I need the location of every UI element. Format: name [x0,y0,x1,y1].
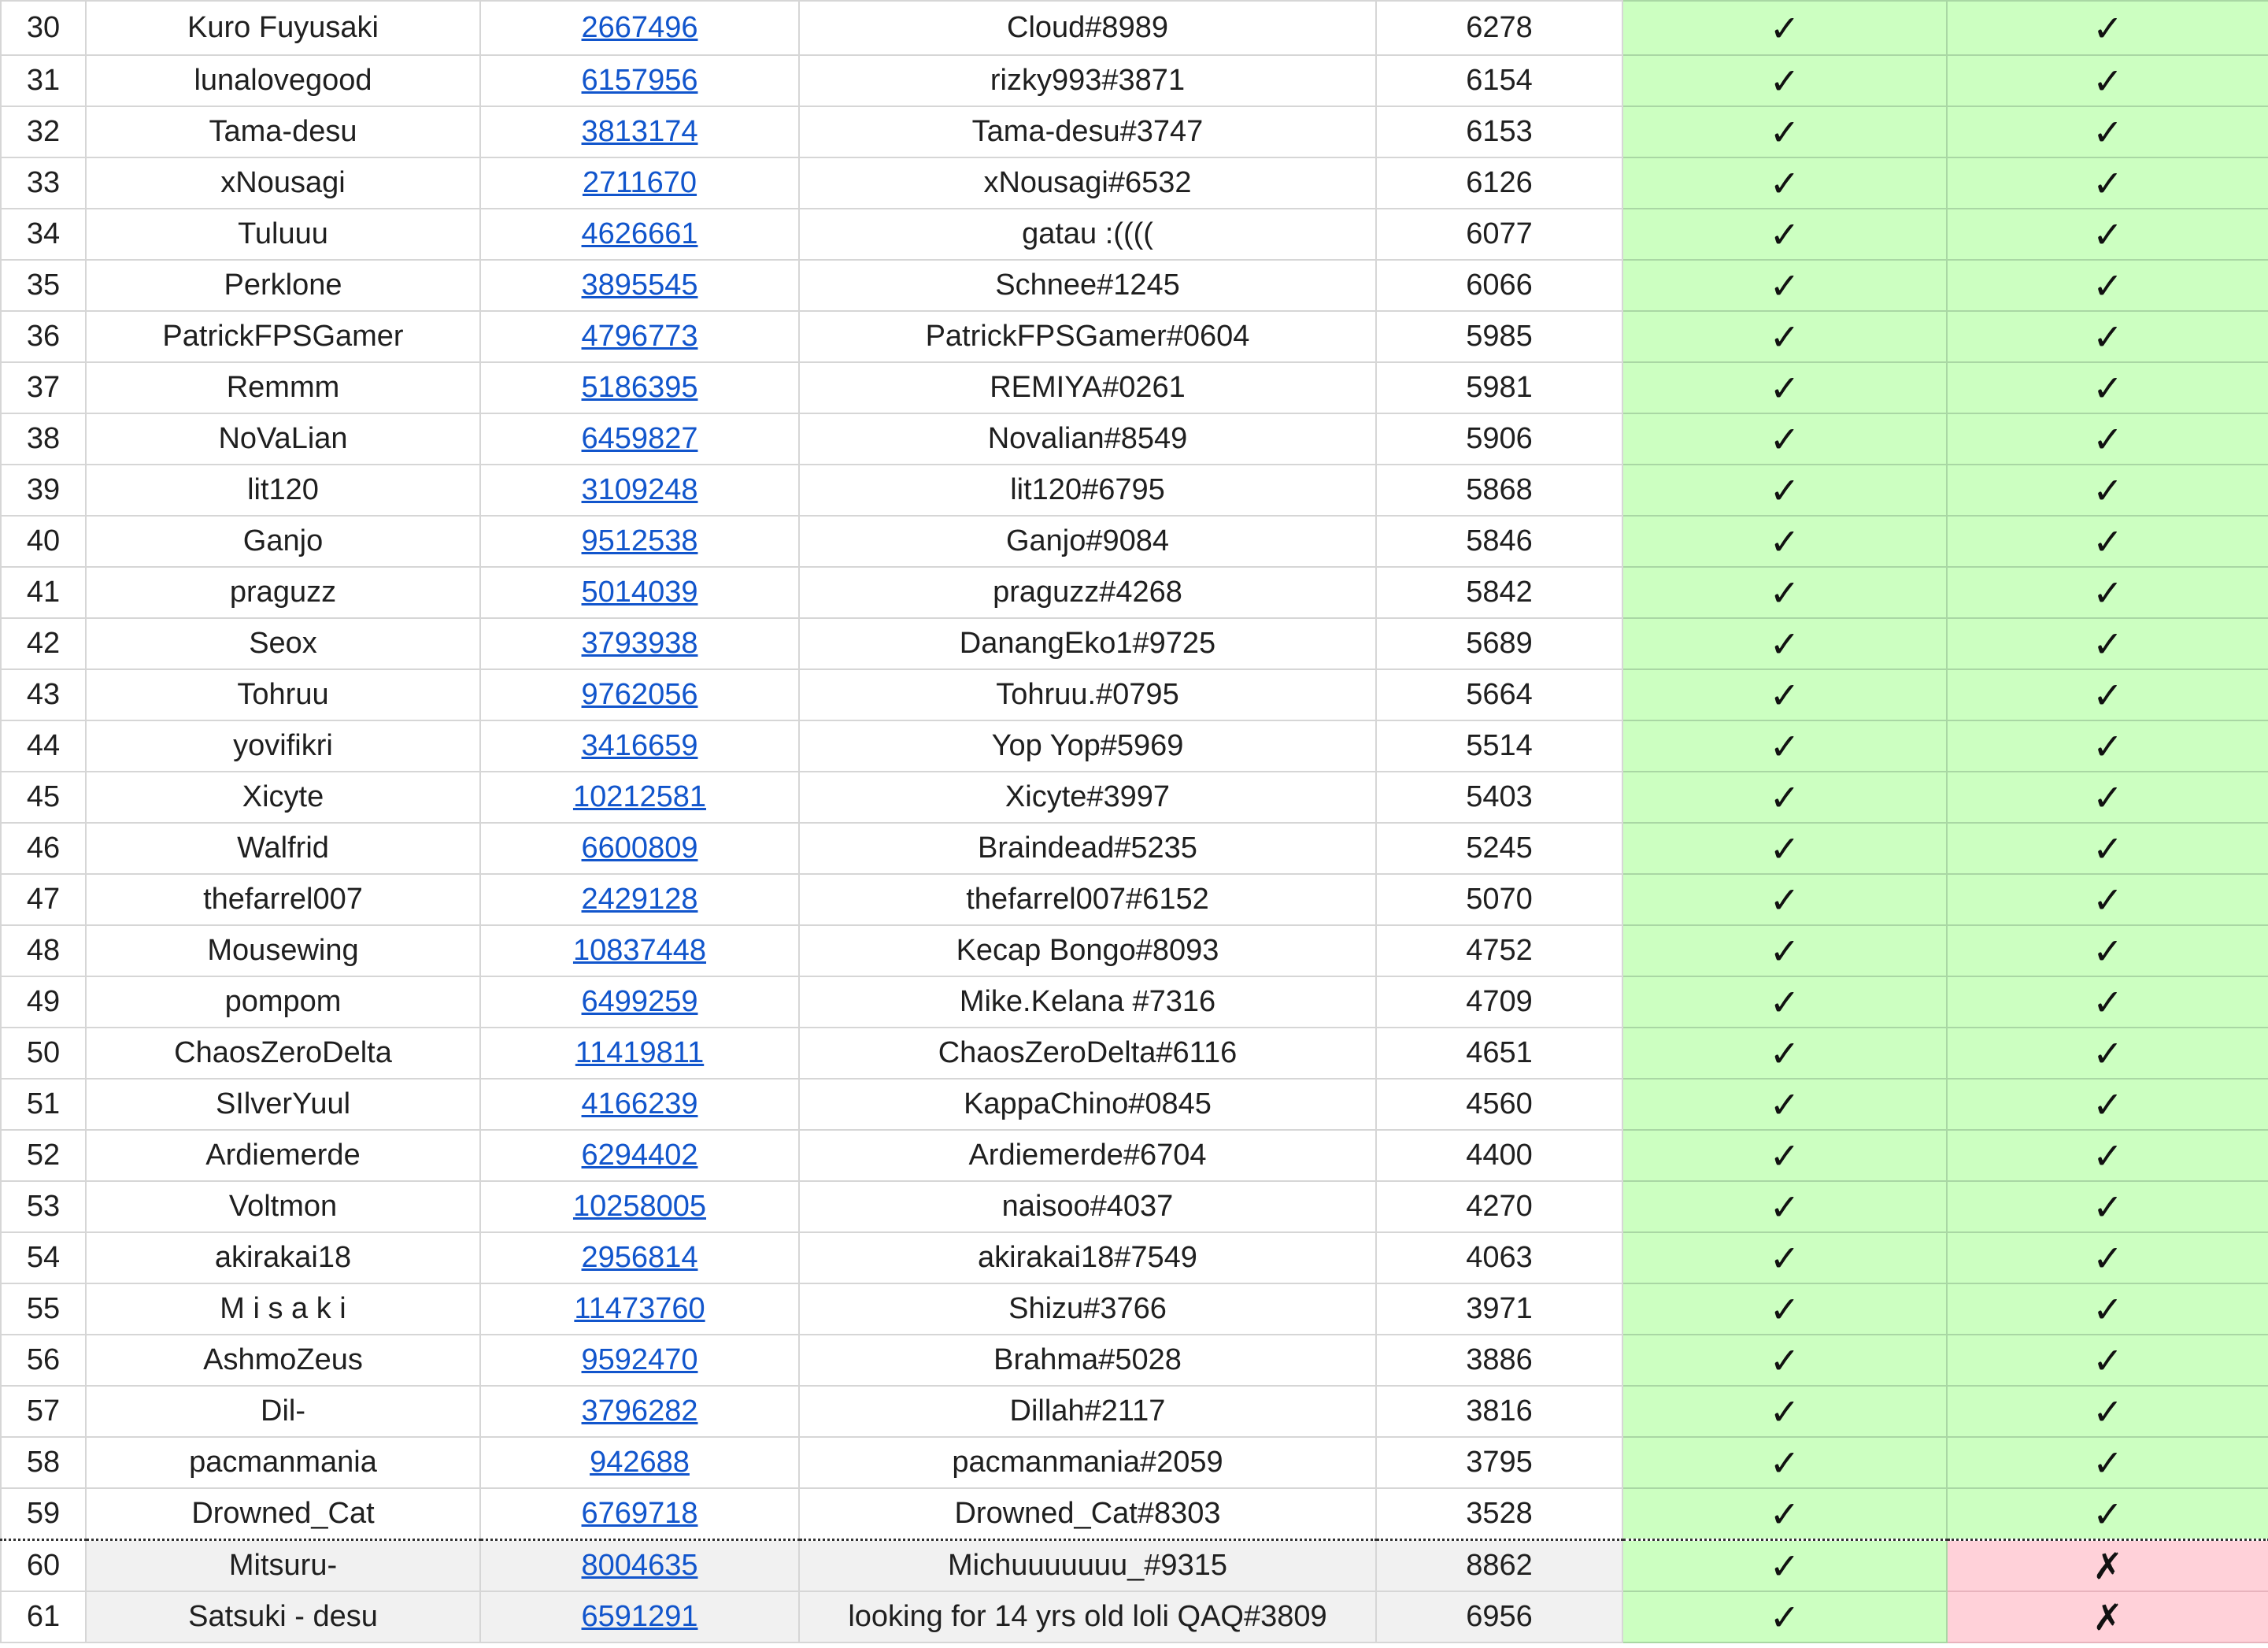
player-name-cell[interactable]: Remmm [86,362,480,413]
table-row [1,465,2268,516]
discord-tag-cell[interactable]: pacmanmania#2059 [799,1437,1376,1488]
table-row [1,1,2268,55]
player-name-cell[interactable]: praguzz [86,567,480,618]
check-icon[interactable]: ✓ [1947,157,2268,209]
player-name-cell[interactable]: AshmoZeus [86,1335,480,1386]
check-icon[interactable]: ✓ [1622,1386,1947,1437]
table-row [1,106,2268,157]
table-row [1,1130,2268,1181]
check-icon[interactable]: ✓ [1622,1181,1947,1232]
profile-id-link[interactable]: 2956814 [480,1232,799,1283]
check-icon[interactable]: ✓ [1622,567,1947,618]
rank-cell[interactable]: 50 [1,1028,86,1079]
profile-id-link[interactable]: 11473760 [480,1283,799,1335]
discord-tag-cell[interactable]: Mike.Kelana #7316 [799,976,1376,1028]
check-icon[interactable]: ✓ [1947,260,2268,311]
table-row [1,1181,2268,1232]
check-icon[interactable]: ✓ [1947,1130,2268,1181]
score-cell[interactable]: 4560 [1376,1079,1622,1130]
check-icon[interactable]: ✓ [1947,1181,2268,1232]
check-icon[interactable]: ✓ [1947,1283,2268,1335]
profile-id-link[interactable]: 6499259 [480,976,799,1028]
score-cell[interactable]: 4400 [1376,1130,1622,1181]
player-name-cell[interactable]: NoVaLian [86,413,480,465]
rank-cell[interactable]: 55 [1,1283,86,1335]
discord-tag-cell[interactable]: Schnee#1245 [799,260,1376,311]
player-name-cell[interactable]: Dil- [86,1386,480,1437]
rank-cell[interactable]: 61 [1,1591,86,1642]
rank-cell[interactable]: 33 [1,157,86,209]
discord-tag-cell[interactable]: naisoo#4037 [799,1181,1376,1232]
profile-id-link[interactable]: 2711670 [480,157,799,209]
rank-cell[interactable]: 56 [1,1335,86,1386]
check-icon[interactable]: ✓ [1622,1232,1947,1283]
score-cell[interactable]: 6077 [1376,209,1622,260]
table-row [1,1283,2268,1335]
discord-tag-cell[interactable]: Shizu#3766 [799,1283,1376,1335]
player-name-cell[interactable]: lit120 [86,465,480,516]
rank-cell[interactable]: 52 [1,1130,86,1181]
check-icon[interactable]: ✓ [1622,1130,1947,1181]
profile-id-link[interactable]: 6294402 [480,1130,799,1181]
profile-id-link[interactable]: 3793938 [480,618,799,669]
table-row [1,567,2268,618]
check-icon[interactable]: ✓ [1947,516,2268,567]
player-name-cell[interactable]: ChaosZeroDelta [86,1028,480,1079]
table-row [1,925,2268,976]
player-name-cell[interactable]: Perklone [86,260,480,311]
check-icon[interactable]: ✓ [1622,1540,1947,1592]
rank-cell[interactable]: 40 [1,516,86,567]
rank-cell[interactable]: 58 [1,1437,86,1488]
check-icon[interactable]: ✓ [1622,55,1947,106]
table-row [1,874,2268,925]
check-icon[interactable]: ✓ [1622,106,1947,157]
check-icon[interactable]: ✓ [1622,823,1947,874]
table-row [1,516,2268,567]
discord-tag-cell[interactable]: Cloud#8989 [799,1,1376,55]
profile-id-link[interactable]: 4166239 [480,1079,799,1130]
check-icon[interactable]: ✓ [1947,1386,2268,1437]
score-cell[interactable]: 5689 [1376,618,1622,669]
check-icon[interactable]: ✓ [1947,618,2268,669]
check-icon[interactable]: ✓ [1622,209,1947,260]
discord-tag-cell[interactable]: Drowned_Cat#8303 [799,1488,1376,1540]
check-icon[interactable]: ✓ [1947,362,2268,413]
score-cell[interactable]: 5868 [1376,465,1622,516]
player-name-cell[interactable]: M i s a k i [86,1283,480,1335]
profile-id-link[interactable]: 3895545 [480,260,799,311]
check-icon[interactable]: ✓ [1622,1335,1947,1386]
profile-id-link[interactable]: 5186395 [480,362,799,413]
rank-cell[interactable]: 53 [1,1181,86,1232]
score-cell[interactable]: 6126 [1376,157,1622,209]
score-cell[interactable]: 6278 [1376,1,1622,55]
profile-id-link[interactable]: 6591291 [480,1591,799,1642]
score-cell[interactable]: 5664 [1376,669,1622,720]
check-icon[interactable]: ✓ [1622,260,1947,311]
discord-tag-cell[interactable]: xNousagi#6532 [799,157,1376,209]
discord-tag-cell[interactable]: Novalian#8549 [799,413,1376,465]
check-icon[interactable]: ✓ [1947,1079,2268,1130]
discord-tag-cell[interactable]: Tama-desu#3747 [799,106,1376,157]
check-icon[interactable]: ✓ [1622,1591,1947,1642]
cross-icon[interactable]: ✗ [1947,1591,2268,1642]
cross-icon[interactable]: ✗ [1947,1540,2268,1592]
score-cell[interactable]: 4063 [1376,1232,1622,1283]
discord-tag-cell[interactable]: akirakai18#7549 [799,1232,1376,1283]
check-icon[interactable]: ✓ [1622,1,1947,55]
profile-id-link[interactable]: 3416659 [480,720,799,772]
score-cell[interactable]: 8862 [1376,1540,1622,1592]
table-row [1,311,2268,362]
score-cell[interactable]: 3971 [1376,1283,1622,1335]
player-name-cell[interactable]: Drowned_Cat [86,1488,480,1540]
table-row [1,413,2268,465]
rank-cell[interactable]: 59 [1,1488,86,1540]
check-icon[interactable]: ✓ [1947,567,2268,618]
table-row [1,823,2268,874]
rank-cell[interactable]: 38 [1,413,86,465]
table-row [1,1335,2268,1386]
rank-cell[interactable]: 42 [1,618,86,669]
check-icon[interactable]: ✓ [1622,311,1947,362]
score-cell[interactable]: 3886 [1376,1335,1622,1386]
player-name-cell[interactable]: Xicyte [86,772,480,823]
table-row [1,1591,2268,1642]
profile-id-link[interactable]: 6157956 [480,55,799,106]
table-row [1,720,2268,772]
discord-tag-cell[interactable]: gatau :(((( [799,209,1376,260]
score-cell[interactable]: 6154 [1376,55,1622,106]
check-icon[interactable]: ✓ [1947,209,2268,260]
score-cell[interactable]: 5403 [1376,772,1622,823]
discord-tag-cell[interactable]: Tohruu.#0795 [799,669,1376,720]
player-name-cell[interactable]: Tohruu [86,669,480,720]
player-name-cell[interactable]: thefarrel007 [86,874,480,925]
discord-tag-cell[interactable]: Ganjo#9084 [799,516,1376,567]
discord-tag-cell[interactable]: DanangEko1#9725 [799,618,1376,669]
discord-tag-cell[interactable]: Dillah#2117 [799,1386,1376,1437]
player-name-cell[interactable]: Mitsuru- [86,1540,480,1592]
score-cell[interactable]: 5846 [1376,516,1622,567]
discord-tag-cell[interactable]: Kecap Bongo#8093 [799,925,1376,976]
check-icon[interactable]: ✓ [1947,1335,2268,1386]
player-name-cell[interactable]: SIlverYuul [86,1079,480,1130]
profile-id-link[interactable]: 6600809 [480,823,799,874]
discord-tag-cell[interactable]: KappaChino#0845 [799,1079,1376,1130]
check-icon[interactable]: ✓ [1622,362,1947,413]
table-row [1,976,2268,1028]
check-icon[interactable]: ✓ [1947,1028,2268,1079]
score-cell[interactable]: 5514 [1376,720,1622,772]
profile-id-link[interactable]: 9592470 [480,1335,799,1386]
table-row [1,618,2268,669]
profile-id-link[interactable]: 3813174 [480,106,799,157]
discord-tag-cell[interactable]: ChaosZeroDelta#6116 [799,1028,1376,1079]
check-icon[interactable]: ✓ [1622,1283,1947,1335]
check-icon[interactable]: ✓ [1622,465,1947,516]
check-icon[interactable]: ✓ [1622,618,1947,669]
player-name-cell[interactable]: akirakai18 [86,1232,480,1283]
rank-cell[interactable]: 35 [1,260,86,311]
discord-tag-cell[interactable]: Xicyte#3997 [799,772,1376,823]
check-icon[interactable]: ✓ [1947,874,2268,925]
rank-cell[interactable]: 60 [1,1540,86,1592]
score-cell[interactable]: 5245 [1376,823,1622,874]
player-name-cell[interactable]: pompom [86,976,480,1028]
score-cell[interactable]: 5842 [1376,567,1622,618]
check-icon[interactable]: ✓ [1622,1437,1947,1488]
check-icon[interactable]: ✓ [1622,1028,1947,1079]
table-row [1,1488,2268,1540]
check-icon[interactable]: ✓ [1947,1437,2268,1488]
table-row [1,157,2268,209]
check-icon[interactable]: ✓ [1622,720,1947,772]
check-icon[interactable]: ✓ [1947,772,2268,823]
profile-id-link[interactable]: 8004635 [480,1540,799,1592]
check-icon[interactable]: ✓ [1947,720,2268,772]
profile-id-link[interactable]: 3109248 [480,465,799,516]
check-icon[interactable]: ✓ [1622,413,1947,465]
discord-tag-cell[interactable]: Ardiemerde#6704 [799,1130,1376,1181]
profile-id-link[interactable]: 9762056 [480,669,799,720]
profile-id-link[interactable]: 6459827 [480,413,799,465]
rank-cell[interactable]: 41 [1,567,86,618]
check-icon[interactable]: ✓ [1622,925,1947,976]
profile-id-link[interactable]: 10212581 [480,772,799,823]
table-row [1,1386,2268,1437]
score-cell[interactable]: 3795 [1376,1437,1622,1488]
table-row [1,1079,2268,1130]
player-name-cell[interactable]: PatrickFPSGamer [86,311,480,362]
check-icon[interactable]: ✓ [1947,465,2268,516]
rank-cell[interactable]: 39 [1,465,86,516]
discord-tag-cell[interactable]: rizky993#3871 [799,55,1376,106]
rank-cell[interactable]: 34 [1,209,86,260]
discord-tag-cell[interactable]: thefarrel007#6152 [799,874,1376,925]
profile-id-link[interactable]: 10837448 [480,925,799,976]
profile-id-link[interactable]: 6769718 [480,1488,799,1540]
profile-id-link[interactable]: 10258005 [480,1181,799,1232]
table-row [1,669,2268,720]
score-cell[interactable]: 4709 [1376,976,1622,1028]
score-cell[interactable]: 5906 [1376,413,1622,465]
player-name-cell[interactable]: Tuluuu [86,209,480,260]
profile-id-link[interactable]: 942688 [480,1437,799,1488]
score-cell[interactable]: 4651 [1376,1028,1622,1079]
profile-id-link[interactable]: 2667496 [480,1,799,55]
profile-id-link[interactable]: 11419811 [480,1028,799,1079]
spreadsheet-body [1,1,2268,1642]
score-cell[interactable]: 6066 [1376,260,1622,311]
score-cell[interactable]: 6956 [1376,1591,1622,1642]
profile-id-link[interactable]: 4796773 [480,311,799,362]
profile-id-link[interactable]: 3796282 [480,1386,799,1437]
rank-cell[interactable]: 43 [1,669,86,720]
rank-cell[interactable]: 45 [1,772,86,823]
check-icon[interactable]: ✓ [1947,976,2268,1028]
player-name-cell[interactable]: Ganjo [86,516,480,567]
rank-cell[interactable]: 30 [1,1,86,55]
table-row [1,1540,2268,1592]
rank-cell[interactable]: 54 [1,1232,86,1283]
check-icon[interactable]: ✓ [1947,55,2268,106]
discord-tag-cell[interactable]: Brahma#5028 [799,1335,1376,1386]
rank-cell[interactable]: 48 [1,925,86,976]
profile-id-link[interactable]: 4626661 [480,209,799,260]
rank-cell[interactable]: 32 [1,106,86,157]
player-name-cell[interactable]: Mousewing [86,925,480,976]
rank-cell[interactable]: 57 [1,1386,86,1437]
table-row [1,1437,2268,1488]
check-icon[interactable]: ✓ [1947,1488,2268,1540]
score-cell[interactable]: 5070 [1376,874,1622,925]
check-icon[interactable]: ✓ [1947,106,2268,157]
check-icon[interactable]: ✓ [1947,413,2268,465]
player-name-cell[interactable]: Voltmon [86,1181,480,1232]
rank-cell[interactable]: 44 [1,720,86,772]
rank-cell[interactable]: 46 [1,823,86,874]
player-name-cell[interactable]: yovifikri [86,720,480,772]
rank-cell[interactable]: 51 [1,1079,86,1130]
discord-tag-cell[interactable]: Braindead#5235 [799,823,1376,874]
discord-tag-cell[interactable]: looking for 14 yrs old loli QAQ#3809 [799,1591,1376,1642]
discord-tag-cell[interactable]: PatrickFPSGamer#0604 [799,311,1376,362]
table-row [1,1232,2268,1283]
table-row [1,55,2268,106]
discord-tag-cell[interactable]: lit120#6795 [799,465,1376,516]
profile-id-link[interactable]: 5014039 [480,567,799,618]
player-name-cell[interactable]: Satsuki - desu [86,1591,480,1642]
rank-cell[interactable]: 47 [1,874,86,925]
check-icon[interactable]: ✓ [1947,1232,2268,1283]
player-name-cell[interactable]: pacmanmania [86,1437,480,1488]
score-cell[interactable]: 4270 [1376,1181,1622,1232]
discord-tag-cell[interactable]: Yop Yop#5969 [799,720,1376,772]
check-icon[interactable]: ✓ [1947,311,2268,362]
rank-cell[interactable]: 31 [1,55,86,106]
check-icon[interactable]: ✓ [1622,157,1947,209]
check-icon[interactable]: ✓ [1622,669,1947,720]
check-icon[interactable]: ✓ [1622,976,1947,1028]
score-cell[interactable]: 6153 [1376,106,1622,157]
player-name-cell[interactable]: lunalovegood [86,55,480,106]
player-name-cell[interactable]: Kuro Fuyusaki [86,1,480,55]
score-cell[interactable]: 3816 [1376,1386,1622,1437]
table-row [1,362,2268,413]
rank-cell[interactable]: 37 [1,362,86,413]
table-row [1,260,2268,311]
check-icon[interactable]: ✓ [1622,772,1947,823]
discord-tag-cell[interactable]: REMIYA#0261 [799,362,1376,413]
discord-tag-cell[interactable]: Michuuuuuuu_#9315 [799,1540,1376,1592]
check-icon[interactable]: ✓ [1622,874,1947,925]
check-icon[interactable]: ✓ [1947,669,2268,720]
check-icon[interactable]: ✓ [1947,925,2268,976]
score-cell[interactable]: 5985 [1376,311,1622,362]
table-row [1,209,2268,260]
player-name-cell[interactable]: Seox [86,618,480,669]
rank-cell[interactable]: 49 [1,976,86,1028]
table-row [1,772,2268,823]
player-name-cell[interactable]: Walfrid [86,823,480,874]
score-cell[interactable]: 3528 [1376,1488,1622,1540]
rank-cell[interactable]: 36 [1,311,86,362]
player-name-cell[interactable]: xNousagi [86,157,480,209]
profile-id-link[interactable]: 9512538 [480,516,799,567]
check-icon[interactable]: ✓ [1622,516,1947,567]
check-icon[interactable]: ✓ [1622,1079,1947,1130]
score-cell[interactable]: 4752 [1376,925,1622,976]
player-name-cell[interactable]: Tama-desu [86,106,480,157]
check-icon[interactable]: ✓ [1947,823,2268,874]
table-row [1,1028,2268,1079]
score-cell[interactable]: 5981 [1376,362,1622,413]
discord-tag-cell[interactable]: praguzz#4268 [799,567,1376,618]
player-name-cell[interactable]: Ardiemerde [86,1130,480,1181]
check-icon[interactable]: ✓ [1947,1,2268,55]
check-icon[interactable]: ✓ [1622,1488,1947,1540]
profile-id-link[interactable]: 2429128 [480,874,799,925]
